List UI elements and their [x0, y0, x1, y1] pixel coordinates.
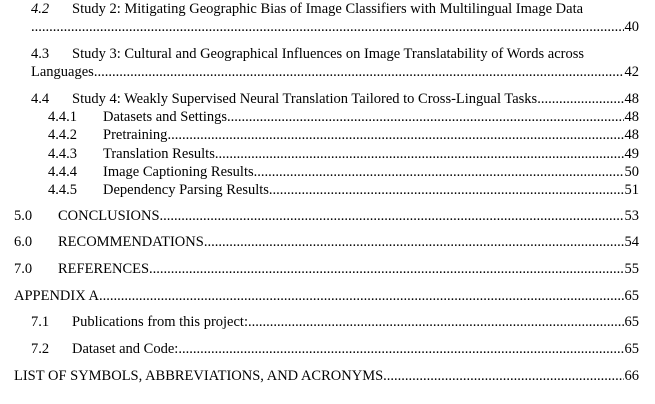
page-number: 48 [624, 127, 639, 143]
dot-leader [167, 127, 623, 144]
section-title: Pretraining [103, 127, 168, 143]
section-title: Datasets and Settings [103, 109, 228, 125]
page-number: 50 [624, 164, 639, 180]
page-number: 48 [624, 91, 639, 107]
page-number: 40 [624, 19, 639, 35]
section-number: 4.3 [31, 46, 50, 62]
section-title: Study 4: Weakly Supervised Neural Translation Tailored to Cross-Lingual Tasks [72, 91, 538, 107]
page-number: 53 [624, 208, 639, 224]
section-title: RECOMMENDATIONS [58, 234, 204, 250]
toc-entry-4-4-5[interactable] [48, 182, 639, 199]
toc-entry-4-2-leader[interactable] [31, 19, 639, 36]
section-number: 5.0 [14, 208, 33, 224]
section-number: 4.4.3 [48, 146, 77, 162]
dot-leader [383, 368, 623, 385]
toc-entry-4-4-1[interactable] [48, 109, 639, 126]
page-number: 42 [624, 64, 639, 80]
section-number: 7.2 [31, 341, 50, 357]
page-number: 65 [624, 288, 639, 304]
toc-entry-4-4-2[interactable] [48, 127, 639, 144]
dot-leader [215, 146, 624, 163]
section-number: 4.4.5 [48, 182, 77, 198]
dot-leader [178, 341, 623, 358]
toc-entry-4-3-cont[interactable] [31, 64, 639, 81]
section-number: 4.4.1 [48, 109, 77, 125]
page-number: 48 [624, 109, 639, 125]
section-title: Dependency Parsing Results [103, 182, 269, 198]
dot-leader [160, 208, 624, 225]
toc-entry-5-0[interactable] [14, 208, 639, 225]
section-number: 4.4.4 [48, 164, 77, 180]
section-number: 4.2 [31, 1, 50, 17]
page-number: 55 [624, 261, 639, 277]
section-number: 7.1 [31, 314, 50, 330]
section-title: Translation Results [103, 146, 215, 162]
toc-entry-4-4[interactable] [31, 91, 639, 108]
toc-entry-4-4-4[interactable] [48, 164, 639, 181]
dot-leader [31, 19, 624, 36]
toc-entry-4-2[interactable] [31, 1, 639, 18]
toc-entry-7-0[interactable] [14, 261, 639, 278]
page-number: 51 [624, 182, 639, 198]
section-title: Publications from this project: [72, 314, 248, 330]
dot-leader [94, 64, 624, 81]
section-number: 4.4 [31, 91, 50, 107]
section-number: 7.0 [14, 261, 33, 277]
section-title-continued: Languages [31, 64, 94, 80]
dot-leader [254, 164, 624, 181]
section-number: 4.4.2 [48, 127, 77, 143]
dot-leader [227, 109, 623, 126]
page-number: 65 [624, 341, 639, 357]
dot-leader [537, 91, 623, 108]
section-title: CONCLUSIONS [58, 208, 160, 224]
toc-entry-list-of-symbols[interactable] [14, 368, 639, 385]
section-title: APPENDIX A [14, 288, 99, 304]
page-number: 66 [624, 368, 639, 384]
dot-leader [99, 288, 624, 305]
dot-leader [204, 234, 624, 251]
dot-leader [149, 261, 623, 278]
page-number: 54 [624, 234, 639, 250]
toc-entry-appendix-a[interactable] [14, 288, 639, 305]
toc-entry-4-4-3[interactable] [48, 146, 639, 163]
toc-entry-7-1[interactable] [31, 314, 639, 331]
page-number: 65 [624, 314, 639, 330]
section-title: LIST OF SYMBOLS, ABBREVIATIONS, AND ACRONYMS [14, 368, 384, 384]
section-title: REFERENCES [58, 261, 150, 277]
dot-leader [248, 314, 624, 331]
section-title: Study 3: Cultural and Geographical Influences on Image Translatability of Words across [72, 46, 585, 62]
toc-entry-7-2[interactable] [31, 341, 639, 358]
section-title: Dataset and Code: [72, 341, 179, 357]
section-title: Study 2: Mitigating Geographic Bias of Image Classifiers with Multilingual Image Data [72, 1, 584, 17]
toc-entry-6-0[interactable] [14, 234, 639, 251]
section-title: Image Captioning Results [103, 164, 254, 180]
page-number: 49 [624, 146, 639, 162]
section-number: 6.0 [14, 234, 33, 250]
toc-entry-4-3[interactable] [31, 46, 639, 63]
dot-leader [269, 182, 624, 199]
